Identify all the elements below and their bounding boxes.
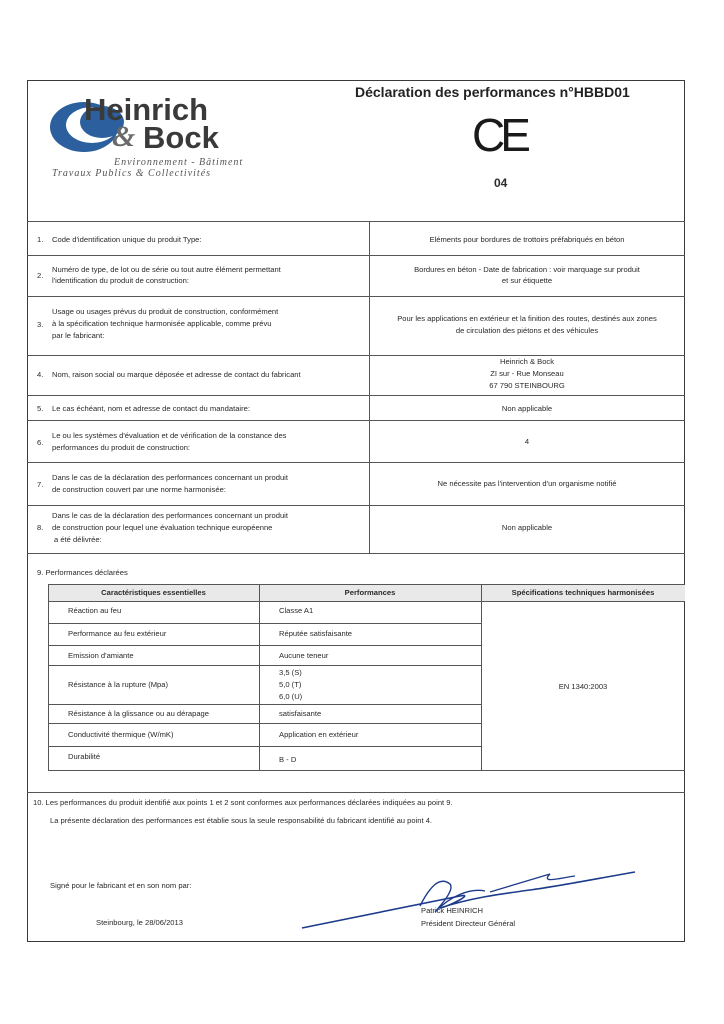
perf-row-1-value: Classe A1 bbox=[279, 606, 314, 615]
section-10-line-2: La présente déclaration des performances est établie sous la seule responsabilité du fabricant identifié au point 4. bbox=[50, 816, 433, 825]
item-8-label-line-3: a été délivrée: bbox=[54, 535, 102, 544]
perf-row-4-value-line-2: 5,0 (T) bbox=[279, 680, 302, 689]
item-1-value: Eléments pour bordures de trottoirs préfabriqués en béton bbox=[429, 235, 625, 244]
item-7-label-line-1: Dans le cas de la déclaration des performances concernant un produit bbox=[52, 473, 288, 482]
item-3-label-line-2: à la spécification technique harmonisée applicable, comme prévu bbox=[52, 319, 272, 328]
perf-row-7-char: Durabilité bbox=[68, 752, 101, 761]
item-3-number: 3. bbox=[37, 320, 44, 329]
item-6-label-line-2: performances du produit de construction: bbox=[52, 443, 191, 452]
harmonised-spec: EN 1340:2003 bbox=[558, 682, 608, 691]
perf-row-7-value: B - D bbox=[279, 755, 297, 764]
item-4-value-line-1: Heinrich & Bock bbox=[499, 357, 555, 366]
item-6-number: 6. bbox=[37, 438, 44, 447]
item-5-label: Le cas échéant, nom et adresse de contact du mandataire: bbox=[52, 404, 250, 413]
item-2-value-line-1: Bordures en béton - Date de fabrication : voir marquage sur produit bbox=[414, 265, 640, 274]
section-9-title: 9. Performances déclarées bbox=[37, 568, 128, 577]
item-2-label-line-1: Numéro de type, de lot ou de série ou tout autre élément permettant bbox=[52, 265, 281, 274]
item-8-number: 8. bbox=[37, 523, 44, 532]
header-specifications: Spécifications techniques harmonisées bbox=[511, 588, 655, 597]
header-characteristics: Caractéristiques essentielles bbox=[101, 588, 206, 597]
item-3-value-line-2: de circulation des piétons et des véhicules bbox=[455, 326, 599, 335]
perf-row-6-char: Conductivité thermique (W/mK) bbox=[68, 730, 174, 739]
logo-subtitle-1: Environnement - Bâtiment bbox=[114, 157, 244, 168]
item-8-label-line-1: Dans le cas de la déclaration des performances concernant un produit bbox=[52, 511, 288, 520]
item-1-number: 1. bbox=[37, 235, 44, 244]
item-7-number: 7. bbox=[37, 480, 44, 489]
item-4-number: 4. bbox=[37, 370, 44, 379]
logo-subtitle-2: Travaux Publics & Collectivités bbox=[52, 168, 212, 179]
signatory-role: Président Directeur Général bbox=[421, 919, 516, 928]
item-6-label-line-1: Le ou les systèmes d'évaluation et de vérification de la constance des bbox=[52, 431, 287, 440]
ce-notified-number: 04 bbox=[494, 176, 508, 190]
item-7-value: Ne nécessite pas l'intervention d'un organisme notifié bbox=[437, 479, 617, 488]
item-4-label: Nom, raison social ou marque déposée et adresse de contact du fabricant bbox=[52, 370, 301, 379]
handwritten-signature bbox=[300, 866, 640, 936]
signatory-name: Patrick HEINRICH bbox=[421, 906, 484, 915]
item-3-label-line-3: par le fabricant: bbox=[52, 331, 105, 340]
perf-row-5-char: Résistance à la glissance ou au dérapage bbox=[68, 709, 209, 718]
item-7-label-line-2: de construction couvert par une norme harmonisée: bbox=[52, 485, 226, 494]
item-5-value: Non applicable bbox=[501, 404, 553, 413]
perf-row-5-value: satisfaisante bbox=[279, 709, 322, 718]
logo-bock: Bock bbox=[143, 120, 219, 155]
signed-for-label: Signé pour le fabricant et en son nom par: bbox=[50, 881, 192, 890]
perf-row-4-value-line-1: 3,5 (S) bbox=[279, 668, 302, 677]
item-8-label-line-2: de construction pour lequel une évaluation technique européenne bbox=[52, 523, 273, 532]
perf-row-4-value-line-3: 6,0 (U) bbox=[279, 692, 303, 701]
perf-row-2-char: Performance au feu extérieur bbox=[68, 629, 167, 638]
item-6-value: 4 bbox=[524, 437, 530, 446]
perf-row-4-char: Résistance à la rupture (Mpa) bbox=[68, 680, 169, 689]
ce-mark-icon: CE bbox=[472, 109, 526, 161]
item-2-label-line-2: l'identification du produit de construction: bbox=[52, 276, 189, 285]
perf-row-2-value: Réputée satisfaisante bbox=[279, 629, 353, 638]
document-title: Déclaration des performances n°HBBD01 bbox=[355, 84, 630, 100]
item-3-value-line-1: Pour les applications en extérieur et la finition des routes, destinés aux zones bbox=[397, 314, 657, 323]
item-1-label: Code d'identification unique du produit Type: bbox=[52, 235, 202, 244]
section-10-line-1: 10. Les performances du produit identifié aux points 1 et 2 sont conformes aux performances déclarées indiquées au point 9. bbox=[33, 798, 453, 807]
place-and-date: Steinbourg, le 28/06/2013 bbox=[96, 918, 183, 927]
perf-row-3-value: Aucune teneur bbox=[279, 651, 329, 660]
item-2-value-line-2: et sur étiquette bbox=[501, 276, 553, 285]
item-4-value-line-3: 67 790 STEINBOURG bbox=[489, 381, 565, 390]
perf-row-6-value: Application en extérieur bbox=[279, 730, 359, 739]
perf-row-3-char: Emission d'amiante bbox=[68, 651, 134, 660]
logo-heinrich: Heinrich bbox=[84, 92, 209, 127]
perf-row-1-char: Réaction au feu bbox=[68, 606, 122, 615]
logo-ampersand: & bbox=[112, 120, 136, 153]
item-8-value: Non applicable bbox=[501, 523, 553, 532]
item-3-label-line-1: Usage ou usages prévus du produit de construction, conformément bbox=[52, 307, 279, 316]
item-4-value-line-2: ZI sur - Rue Monseau bbox=[490, 369, 564, 378]
item-2-number: 2. bbox=[37, 271, 44, 280]
item-5-number: 5. bbox=[37, 404, 44, 413]
header-performances: Performances bbox=[344, 588, 396, 597]
